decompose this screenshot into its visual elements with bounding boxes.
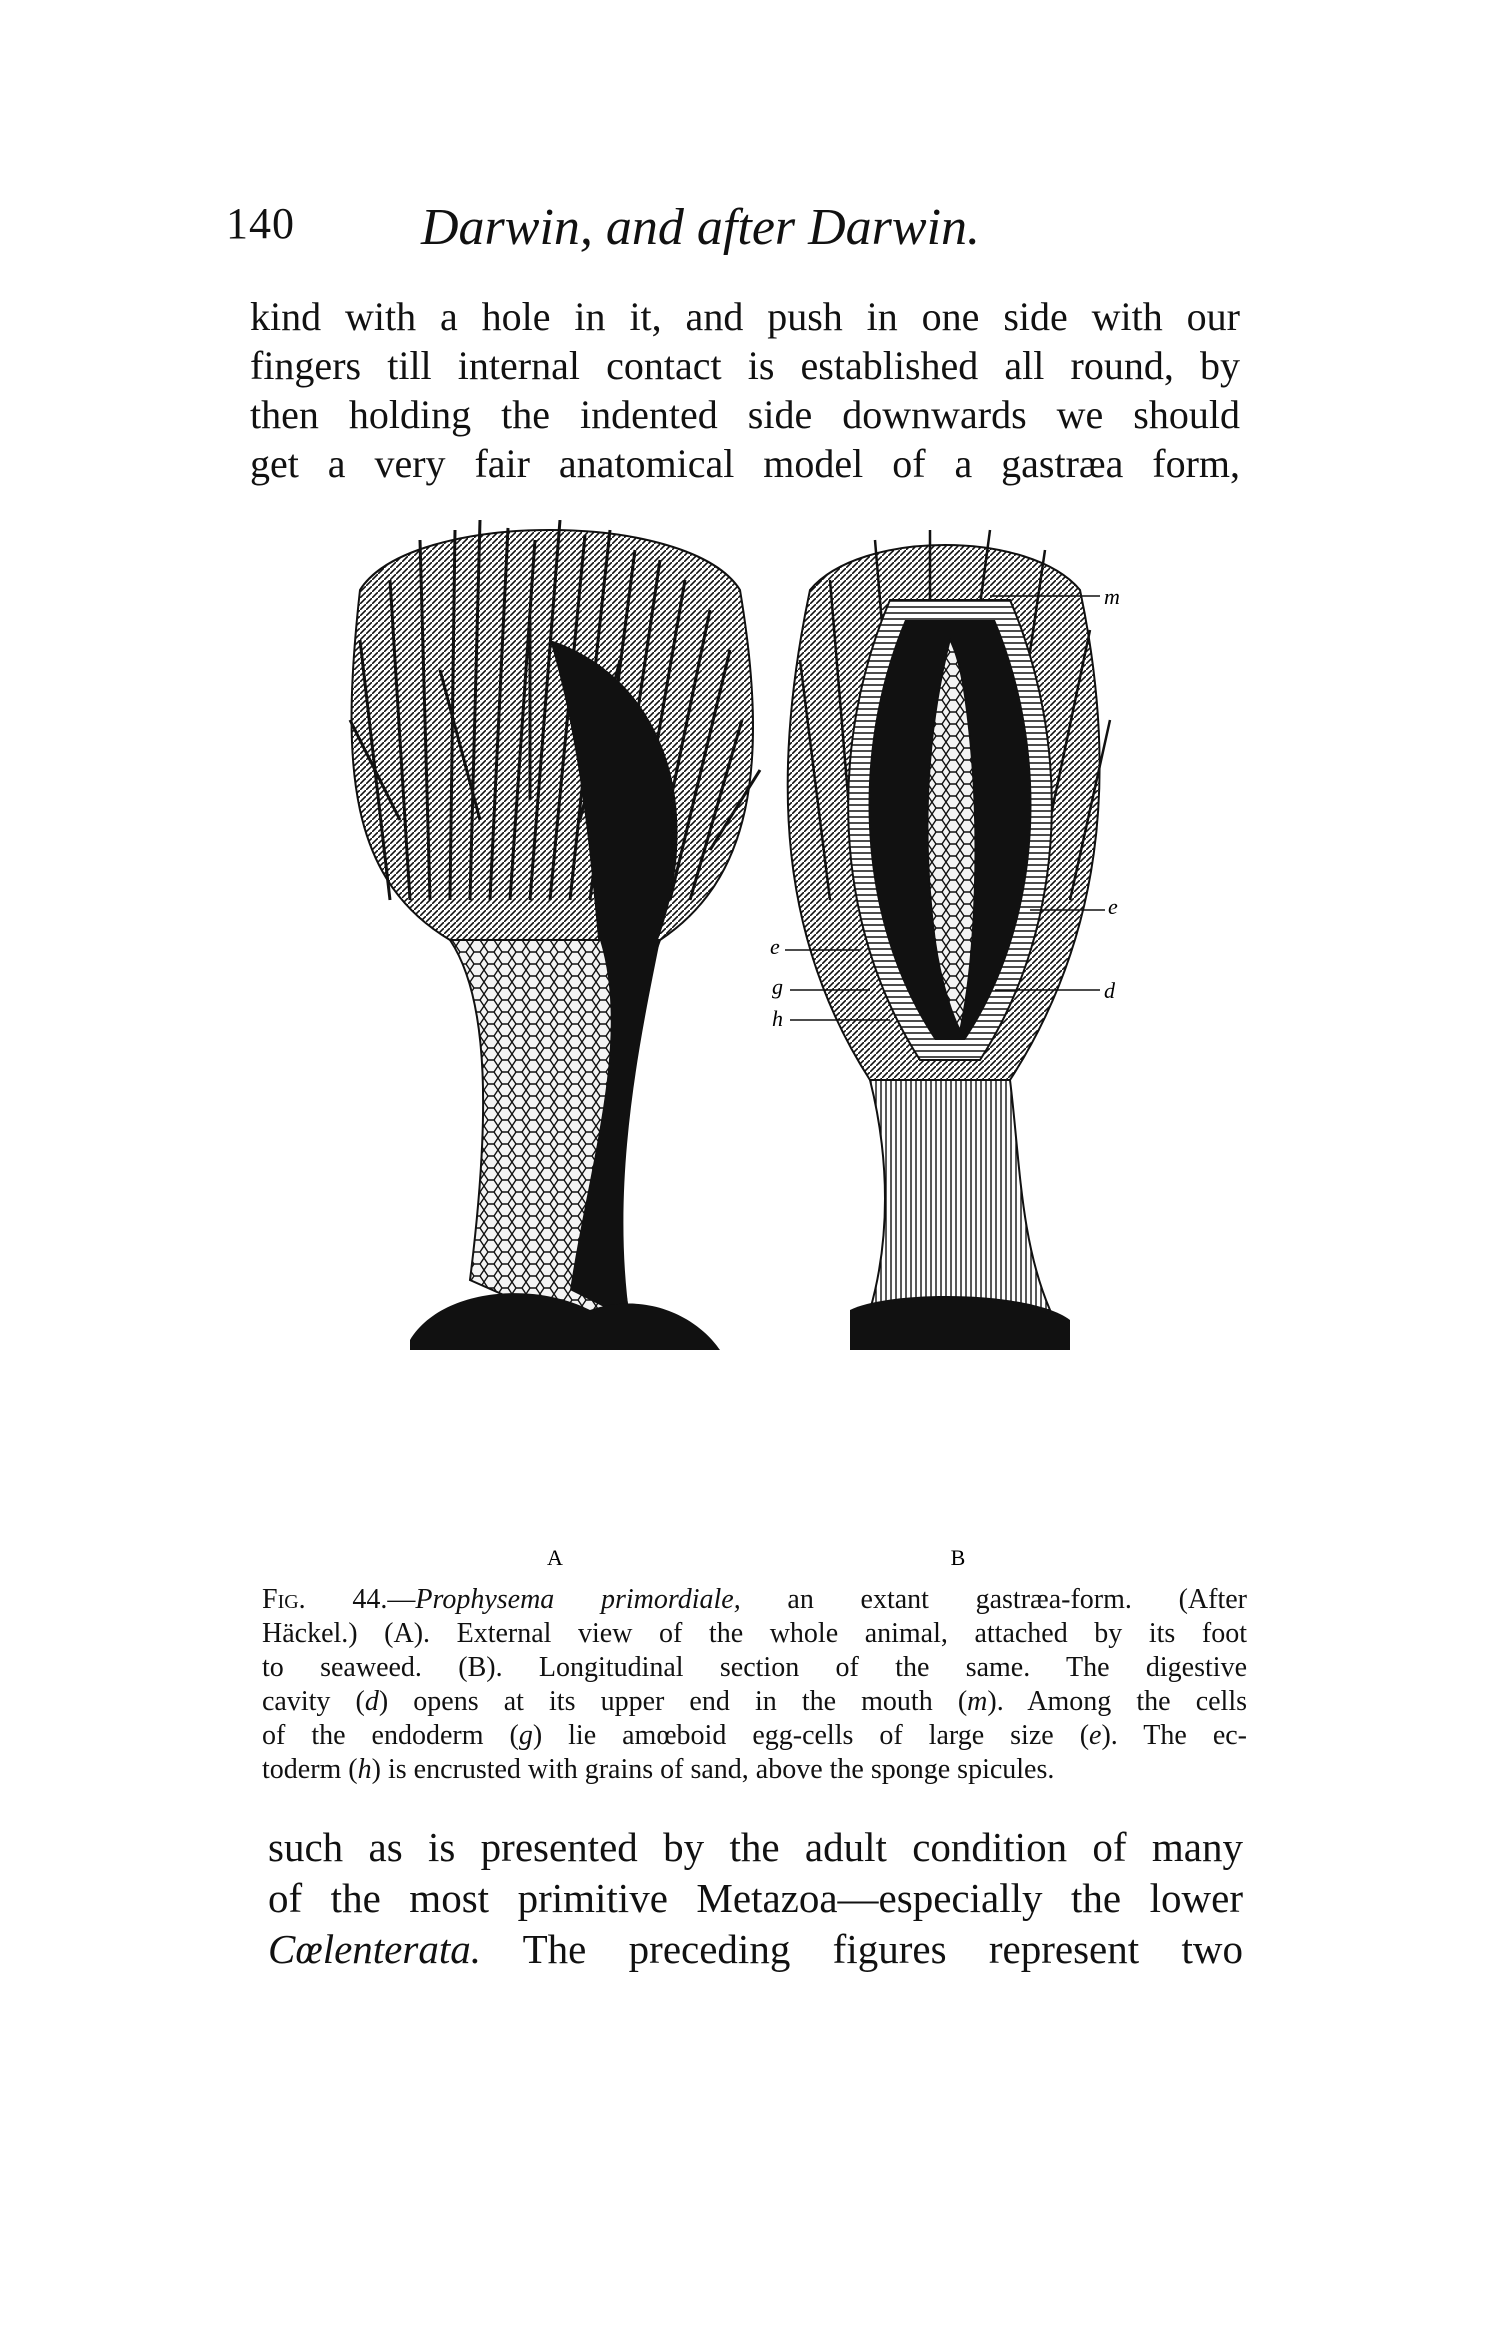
panel-a-drawing	[350, 520, 760, 1350]
caption-italic: g	[518, 1720, 533, 1751]
caption-text: toderm (	[262, 1754, 358, 1785]
caption-text: ) is encrusted with grains of sand, above the sponge spicules.	[371, 1754, 1055, 1785]
caption-text: ) opens at its upper end in the mouth (	[378, 1686, 968, 1717]
species-name: Prophysema primordiale,	[415, 1584, 741, 1615]
text-line: then holding the indented side downwards we should	[250, 392, 1240, 437]
label-m: m	[1104, 584, 1120, 609]
prophysema-illustration	[330, 520, 1200, 1580]
caption-text: of the endoderm (	[262, 1720, 519, 1751]
label-d: d	[1104, 978, 1115, 1003]
running-title: Darwin, and after Darwin.	[421, 199, 981, 256]
body-paragraph-bottom	[268, 1822, 1243, 1975]
caption-text: cavity (	[262, 1686, 365, 1717]
caption-line	[262, 1583, 1247, 1617]
panel-a-label: A	[547, 1545, 563, 1570]
text-line: such as is presented by the adult condition of many	[268, 1824, 1243, 1870]
caption-text: ). Among the cells	[987, 1686, 1248, 1717]
caption-italic: h	[357, 1754, 372, 1785]
panel-b-label: B	[950, 1545, 966, 1570]
caption-italic: m	[967, 1686, 988, 1717]
body-paragraph-top	[250, 292, 1240, 488]
text-line	[268, 1924, 1243, 1975]
caption-italic: e	[1089, 1720, 1102, 1751]
page-number: 140	[226, 199, 295, 248]
caption-line: to seaweed. (B). Longitudinal section of the same. The digestive	[262, 1652, 1247, 1683]
text-line: get a very fair anatomical model of a gastræa form,	[250, 441, 1240, 486]
panel-b-drawing	[785, 530, 1110, 1350]
label-e-left: e	[770, 934, 780, 959]
figure-number: Fig. 44.—	[262, 1584, 416, 1615]
page-header	[226, 198, 1286, 258]
italic-term: Cœlenterata.	[268, 1926, 481, 1972]
caption-line	[262, 1685, 1247, 1719]
caption-line	[262, 1719, 1247, 1753]
caption-text: an extant gastræa-form. (After	[740, 1584, 1247, 1615]
label-e-right: e	[1108, 894, 1118, 919]
caption-italic: d	[364, 1686, 379, 1717]
label-g: g	[772, 974, 783, 999]
text-line: fingers till internal contact is established all round, by	[250, 343, 1240, 388]
caption-text: ). The ec-	[1101, 1720, 1247, 1751]
caption-line: Häckel.) (A). External view of the whole animal, attached by its foot	[262, 1618, 1247, 1649]
text-line: kind with a hole in it, and push in one side with our	[250, 294, 1240, 339]
text-fragment: The preceding figures represent two	[480, 1926, 1243, 1972]
caption-line	[262, 1753, 1247, 1787]
figure-caption	[262, 1583, 1247, 1787]
text-line: of the most primitive Metazoa—especially the lower	[268, 1875, 1243, 1921]
caption-text: ) lie amœboid egg-cells of large size (	[532, 1720, 1090, 1751]
label-h: h	[772, 1006, 783, 1031]
